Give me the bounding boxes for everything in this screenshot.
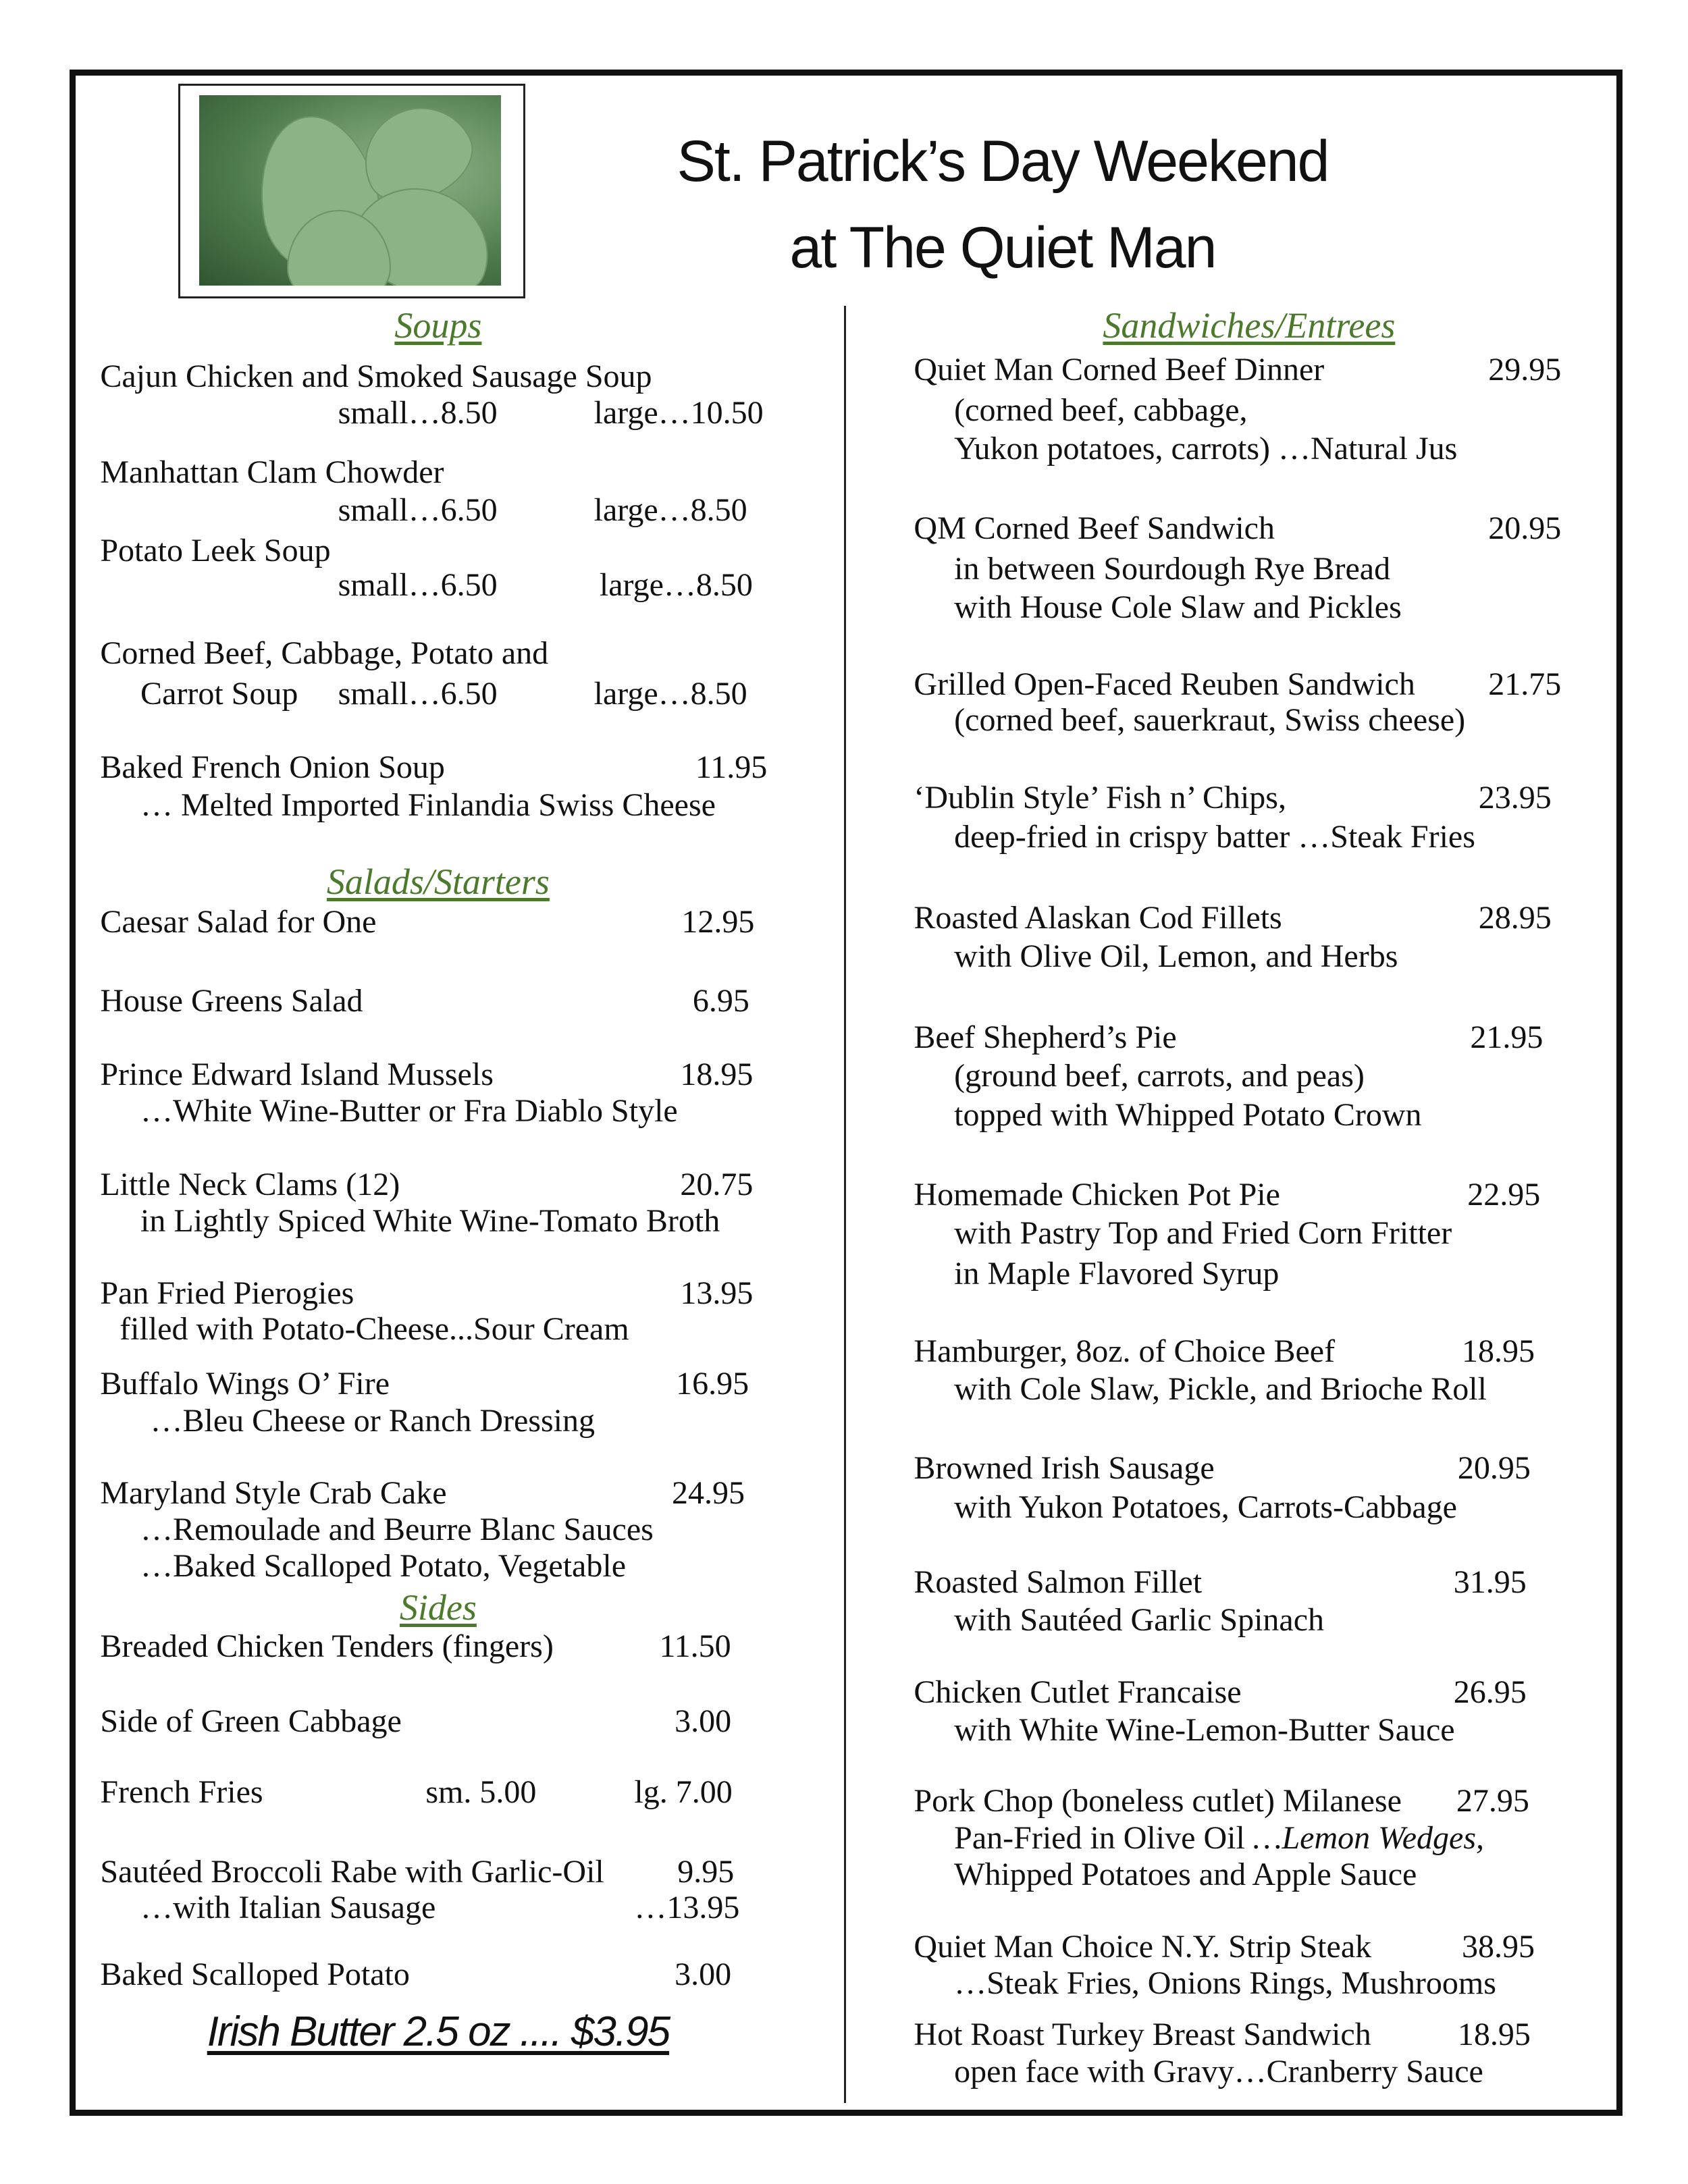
menu-item-name: Maryland Style Crab Cake bbox=[100, 1475, 447, 1512]
menu-item-price: 3.00 bbox=[675, 1703, 732, 1740]
menu-item-price: 3.00 bbox=[675, 1956, 732, 1993]
menu-item-name: Potato Leek Soup bbox=[100, 532, 331, 568]
menu-item-name: Grilled Open-Faced Reuben Sandwich bbox=[914, 666, 1415, 702]
menu-item-name: French Fries bbox=[100, 1774, 263, 1811]
menu-item-desc: filled with Potato-Cheese...Sour Cream bbox=[120, 1311, 629, 1348]
menu-item-small: small…8.50 bbox=[338, 394, 498, 431]
menu-item-name: Cajun Chicken and Smoked Sausage Soup bbox=[100, 358, 652, 395]
menu-item-small: small…6.50 bbox=[338, 675, 498, 712]
menu-item-name: Buffalo Wings O’ Fire bbox=[100, 1365, 390, 1402]
menu-item-desc: …Bleu Cheese or Ranch Dressing bbox=[150, 1403, 595, 1439]
menu-item-price: 6.95 bbox=[692, 983, 749, 1019]
menu-item-large: large…10.50 bbox=[594, 394, 764, 431]
menu-item-desc: with House Cole Slaw and Pickles bbox=[954, 589, 1402, 626]
menu-item-desc: with Cole Slaw, Pickle, and Brioche Roll bbox=[954, 1370, 1487, 1407]
menu-item-name: Little Neck Clams (12) bbox=[100, 1167, 400, 1203]
menu-item-price: 21.95 bbox=[1470, 1019, 1544, 1055]
menu-item-price: 13.95 bbox=[680, 1275, 754, 1311]
menu-item-name: Pan Fried Pierogies bbox=[100, 1275, 354, 1311]
menu-item-price: 16.95 bbox=[676, 1365, 749, 1402]
column-divider bbox=[844, 306, 846, 2103]
menu-item-desc: in between Sourdough Rye Bread bbox=[954, 550, 1391, 587]
menu-item-name: Homemade Chicken Pot Pie bbox=[914, 1176, 1280, 1213]
menu-item-desc: …with Italian Sausage bbox=[140, 1890, 436, 1926]
menu-item-name: Hot Roast Turkey Breast Sandwich bbox=[914, 2016, 1371, 2052]
menu-item-name: Baked French Onion Soup bbox=[100, 749, 445, 786]
menu-item-small: sm. 5.00 bbox=[425, 1774, 537, 1811]
menu-item-name: Carrot Soup bbox=[140, 675, 298, 712]
menu-item-desc: with Olive Oil, Lemon, and Herbs bbox=[954, 938, 1398, 975]
menu-item-desc: with White Wine-Lemon-Butter Sauce bbox=[954, 1711, 1455, 1748]
menu-item-desc: open face with Gravy…Cranberry Sauce bbox=[954, 2054, 1483, 2090]
menu-item-name: Roasted Alaskan Cod Fillets bbox=[914, 899, 1282, 936]
section-heading-entrees: Sandwiches/Entrees bbox=[1103, 305, 1396, 346]
menu-item-name: House Greens Salad bbox=[100, 983, 363, 1019]
menu-item-desc: Pan-Fried in Olive Oil bbox=[954, 1820, 1245, 1857]
menu-title-line1: St. Patrick’s Day Weekend bbox=[677, 129, 1329, 194]
menu-item-small: small…6.50 bbox=[338, 492, 498, 529]
menu-item-desc: … Melted Imported Finlandia Swiss Cheese bbox=[140, 787, 716, 823]
menu-item-price: 18.95 bbox=[680, 1057, 754, 1093]
menu-item-desc: deep-fried in crispy batter …Steak Fries bbox=[954, 819, 1475, 855]
menu-item-desc: (corned beef, cabbage, bbox=[954, 392, 1248, 428]
menu-item-large: lg. 7.00 bbox=[634, 1774, 733, 1811]
menu-item-price: 18.95 bbox=[1462, 1333, 1535, 1370]
menu-item-desc: with Yukon Potatoes, Carrots-Cabbage bbox=[954, 1489, 1457, 1526]
menu-item-desc: (ground beef, carrots, and peas) bbox=[954, 1058, 1365, 1094]
menu-item-name: Beef Shepherd’s Pie bbox=[914, 1019, 1177, 1055]
menu-item-price: 38.95 bbox=[1462, 1929, 1535, 1965]
irish-butter-note: Irish Butter 2.5 oz .... $3.95 bbox=[207, 2008, 670, 2055]
section-heading-sides: Sides bbox=[399, 1587, 477, 1628]
menu-item-desc bbox=[954, 1820, 1484, 1857]
menu-item-price: 29.95 bbox=[1488, 351, 1562, 388]
menu-item-name: QM Corned Beef Sandwich bbox=[914, 510, 1275, 546]
menu-item-name: Manhattan Clam Chowder bbox=[100, 454, 444, 491]
menu-item-name: Hamburger, 8oz. of Choice Beef bbox=[914, 1333, 1336, 1370]
menu-item-desc: (corned beef, sauerkraut, Swiss cheese) bbox=[954, 702, 1466, 739]
menu-item-name: Sautéed Broccoli Rabe with Garlic-Oil bbox=[100, 1853, 604, 1890]
menu-item-desc: Yukon potatoes, carrots) …Natural Jus bbox=[954, 431, 1458, 467]
menu-item-name: Browned Irish Sausage bbox=[914, 1450, 1215, 1487]
menu-item-price: 18.95 bbox=[1457, 2016, 1531, 2052]
four-leaf-clover-photo bbox=[199, 95, 501, 286]
menu-item-price: 12.95 bbox=[681, 903, 755, 940]
menu-item-desc: …Steak Fries, Onions Rings, Mushrooms bbox=[954, 1965, 1496, 2001]
menu-item-name: Corned Beef, Cabbage, Potato and bbox=[100, 635, 549, 672]
menu-item-name: Caesar Salad for One bbox=[100, 903, 377, 940]
menu-item-price: 26.95 bbox=[1453, 1674, 1527, 1711]
menu-item-price: 20.95 bbox=[1457, 1450, 1531, 1487]
menu-item-large: large…8.50 bbox=[599, 567, 753, 604]
menu-item-desc: Whipped Potatoes and Apple Sauce bbox=[954, 1856, 1417, 1892]
menu-item-small: small…6.50 bbox=[338, 567, 498, 604]
menu-item-desc: …Remoulade and Beurre Blanc Sauces bbox=[140, 1512, 654, 1547]
menu-item-name: Breaded Chicken Tenders (fingers) bbox=[100, 1628, 554, 1665]
menu-item-name: Side of Green Cabbage bbox=[100, 1703, 402, 1740]
menu-item-desc: in Maple Flavored Syrup bbox=[954, 1255, 1280, 1291]
menu-item-name: Quiet Man Choice N.Y. Strip Steak bbox=[914, 1929, 1372, 1965]
menu-item-price: 21.75 bbox=[1488, 666, 1562, 702]
menu-item-desc: …Baked Scalloped Potato, Vegetable bbox=[140, 1547, 626, 1584]
menu-item-price: 9.95 bbox=[677, 1853, 735, 1890]
menu-item-price: 11.50 bbox=[659, 1628, 731, 1665]
menu-item-price: 20.75 bbox=[680, 1167, 754, 1203]
menu-item-name: Baked Scalloped Potato bbox=[100, 1956, 410, 1993]
clover-photo-frame bbox=[178, 84, 525, 298]
menu-item-name: Chicken Cutlet Francaise bbox=[914, 1674, 1242, 1711]
menu-item-price: 23.95 bbox=[1478, 780, 1552, 816]
menu-item-large: large…8.50 bbox=[594, 675, 747, 712]
menu-item-desc: in Lightly Spiced White Wine-Tomato Broth bbox=[140, 1202, 720, 1239]
menu-item-price: 22.95 bbox=[1467, 1176, 1541, 1213]
menu-item-price: 31.95 bbox=[1453, 1564, 1527, 1601]
menu-title-line2: at The Quiet Man bbox=[789, 215, 1216, 280]
menu-item-desc-italic: …Lemon Wedges, bbox=[1244, 1820, 1484, 1857]
menu-item-desc: topped with Whipped Potato Crown bbox=[954, 1097, 1422, 1134]
menu-item-name: Pork Chop (boneless cutlet) Milanese bbox=[914, 1782, 1402, 1819]
menu-item-desc: with Pastry Top and Fried Corn Fritter bbox=[954, 1215, 1452, 1252]
menu-item-price: 27.95 bbox=[1456, 1782, 1529, 1819]
menu-item-large: large…8.50 bbox=[594, 492, 747, 529]
menu-item-price: …13.95 bbox=[634, 1890, 740, 1926]
menu-item-price: 20.95 bbox=[1488, 510, 1562, 546]
menu-item-desc: with Sautéed Garlic Spinach bbox=[954, 1601, 1325, 1638]
menu-item-price: 24.95 bbox=[671, 1475, 745, 1512]
menu-item-name: Roasted Salmon Fillet bbox=[914, 1564, 1203, 1601]
menu-item-desc: …White Wine-Butter or Fra Diablo Style bbox=[140, 1092, 678, 1129]
menu-item-name: Quiet Man Corned Beef Dinner bbox=[914, 351, 1325, 388]
menu-item-price: 28.95 bbox=[1478, 899, 1552, 936]
section-heading-soups: Soups bbox=[394, 305, 482, 346]
section-heading-salads: Salads/Starters bbox=[326, 861, 550, 903]
menu-item-price: 11.95 bbox=[695, 749, 768, 786]
menu-item-name: ‘Dublin Style’ Fish n’ Chips, bbox=[914, 780, 1286, 816]
menu-item-name: Prince Edward Island Mussels bbox=[100, 1057, 494, 1093]
